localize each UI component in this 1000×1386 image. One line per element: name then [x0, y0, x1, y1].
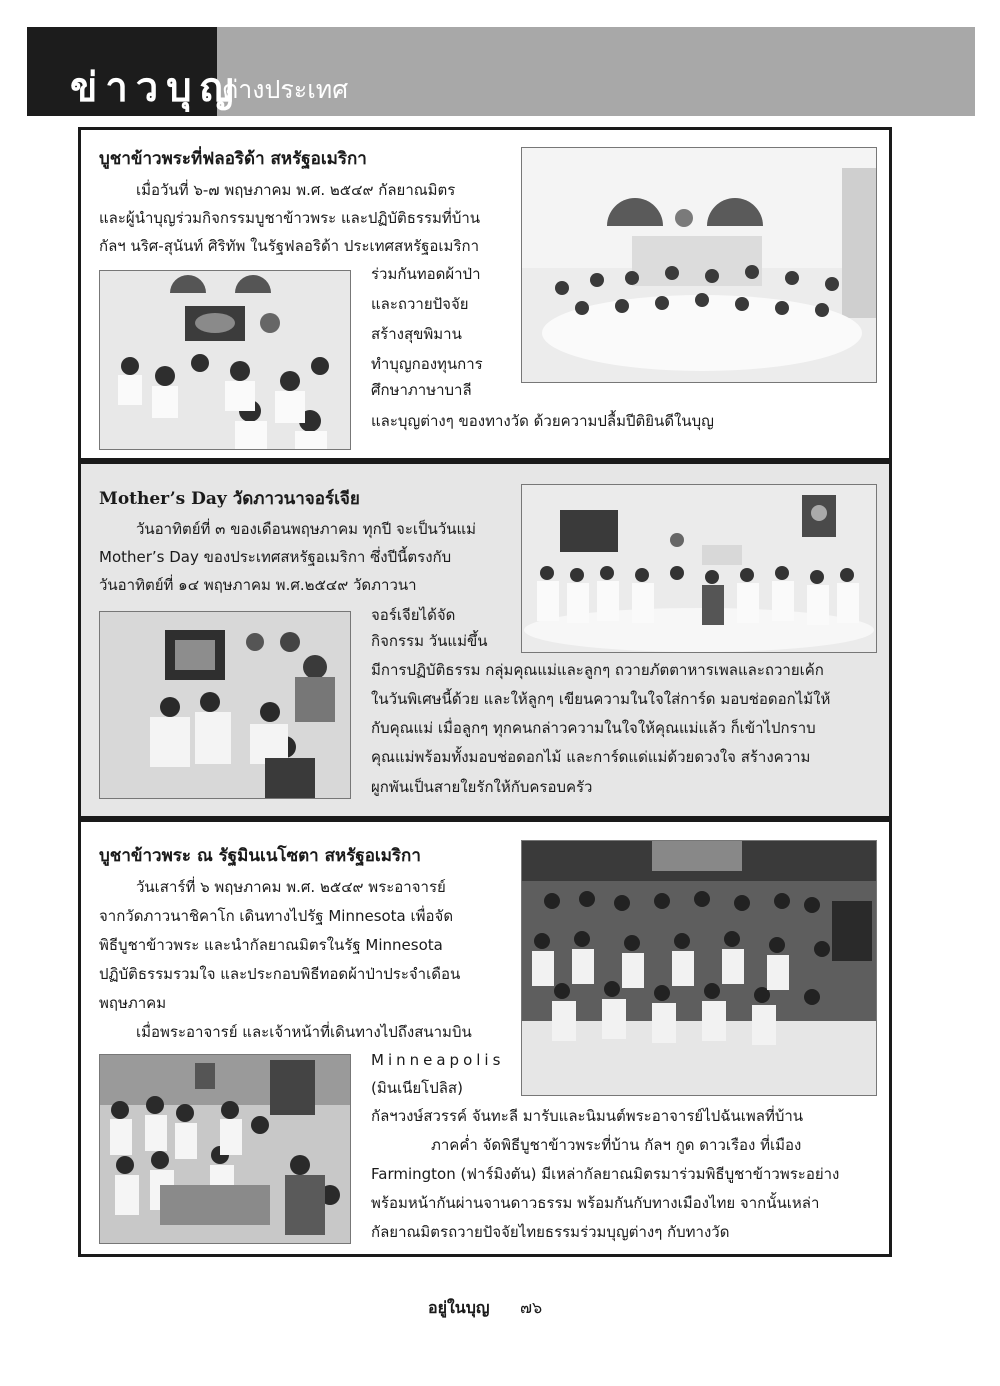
article-line: พฤษภาคม: [99, 994, 167, 1012]
article-minnesota: [78, 819, 892, 1257]
article-line: จอร์เจียได้จัด: [371, 606, 456, 624]
page-title: ข่าวบุญ: [70, 64, 242, 111]
article-line: กิจกรรม วันแม่ขึ้น: [371, 632, 488, 650]
article-line: วันเสาร์ที่ ๖ พฤษภาคม พ.ศ. ๒๕๔๙ พระอาจารย์: [136, 878, 446, 896]
ceremony-photo: [99, 1054, 351, 1244]
article-line: พร้อมหน้ากันผ่านจานดาวธรรม พร้อมกันกับทางเมืองไทย จากนั้นเหล่า: [371, 1194, 820, 1212]
article-line: กัลฯ นริศ-สุนันท์ ศิริทัพ ในรัฐฟลอริด้า ประเทศสหรัฐอเมริกา: [99, 237, 480, 255]
group-photo: [521, 484, 877, 653]
meditation-photo: [99, 270, 351, 450]
article-line: (มินเนียโปลิส): [371, 1079, 463, 1097]
article-title: บูชาข้าวพระ ณ รัฐมินเนโซตา สหรัฐอเมริกา: [99, 846, 421, 866]
group-photo: [521, 840, 877, 1096]
article-line: Farmington (ฟาร์มิงตัน) มีเหล่ากัลยาณมิตรมาร่วมพิธีบูชาข้าวพระอย่าง: [371, 1165, 840, 1183]
article-florida: [78, 127, 892, 461]
article-line: ปฏิบัติธรรมรวมใจ และประกอบพิธีทอดผ้าป่าประจำเดือน: [99, 965, 461, 983]
article-line: ร่วมกันทอดผ้าป่า: [371, 265, 481, 283]
article-line: สร้างสุขพิมาน: [371, 325, 462, 343]
article-line: วันอาทิตย์ที่ ๑๔ พฤษภาคม พ.ศ.๒๕๔๙ วัดภาวนา: [99, 576, 417, 594]
article-line: กัลฯวงษ์สวรรค์ จันทะลี มารับและนิมนต์พระอาจารย์ไปฉันเพลที่บ้าน: [371, 1107, 804, 1125]
article-line: กับคุณแม่ เมื่อลูกๆ ทุกคนกล่าวความในใจให้คุณแม่แล้ว ก็เข้าไปกราบ: [371, 719, 816, 737]
article-line: วันอาทิตย์ที่ ๓ ของเดือนพฤษภาคม ทุกปี จะเป็นวันแม่: [136, 520, 477, 538]
article-line: Minneapolis: [371, 1051, 505, 1069]
article-line: เมื่อพระอาจารย์ และเจ้าหน้าที่เดินทางไปถึงสนามบิน: [136, 1023, 472, 1041]
article-line: และถวายปัจจัย: [371, 295, 469, 313]
article-title: บูชาข้าวพระที่ฟลอริด้า สหรัฐอเมริกา: [99, 149, 367, 169]
page-subtitle: ต่างประเทศ: [222, 75, 349, 104]
group-photo: [521, 147, 877, 383]
article-title: Mother’s Day วัดภาวนาจอร์เจีย: [99, 489, 360, 509]
meditation-photo: [99, 611, 351, 799]
article-line: คุณแม่พร้อมทั้งมอบช่อดอกไม้ และการ์ดแด่แม่ด้วยดวงใจ สร้างความ: [371, 748, 811, 766]
article-line: Mother’s Day ของประเทศสหรัฐอเมริกา ซึ่งปีนี้ตรงกับ: [99, 548, 452, 566]
article-line: พิธีบูชาข้าวพระ และนำกัลยาณมิตรในรัฐ Minnesota: [99, 936, 443, 954]
article-line: ในวันพิเศษนี้ด้วย และให้ลูกๆ เขียนความในใจใส่การ์ด มอบช่อดอกไม้ให้: [371, 690, 831, 708]
footer: [420, 1290, 580, 1324]
article-line: ทำบุญกองทุนการ: [371, 355, 483, 373]
article-line: ศึกษาภาษาบาลี: [371, 381, 472, 399]
article-mothers-day: [78, 461, 892, 819]
article-line: จากวัดภาวนาชิคาโก เดินทางไปรัฐ Minnesota เพื่อจัด: [99, 907, 454, 925]
article-line: ผูกพันเป็นสายใยรักให้กับครอบครัว: [371, 778, 593, 796]
article-line: ภาคค่ำ จัดพิธีบูชาข้าวพระที่บ้าน กัลฯ กูด ดาวเรือง ที่เมือง: [431, 1136, 802, 1154]
article-line: เมื่อวันที่ ๖-๗ พฤษภาคม พ.ศ. ๒๕๔๙ กัลยาณมิตร: [136, 181, 456, 199]
magazine-logo: อยู่ในบุญ: [428, 1298, 490, 1317]
article-line: กัลยาณมิตรถวายปัจจัยไทยธรรมร่วมบุญต่างๆ กับทางวัด: [371, 1223, 730, 1241]
article-line: มีการปฏิบัติธรรม กลุ่มคุณแม่และลูกๆ ถวายภัตตาหารเพลและถวายเค้ก: [371, 661, 824, 679]
article-line: และผู้นำบุญร่วมกิจกรรมบูชาข้าวพระ และปฏิบัติธรรมที่บ้าน: [99, 209, 481, 227]
page-number: ๗๖: [520, 1298, 543, 1317]
article-line: และบุญต่างๆ ของทางวัด ด้วยความปลื้มปีติยินดีในบุญ: [371, 412, 714, 430]
